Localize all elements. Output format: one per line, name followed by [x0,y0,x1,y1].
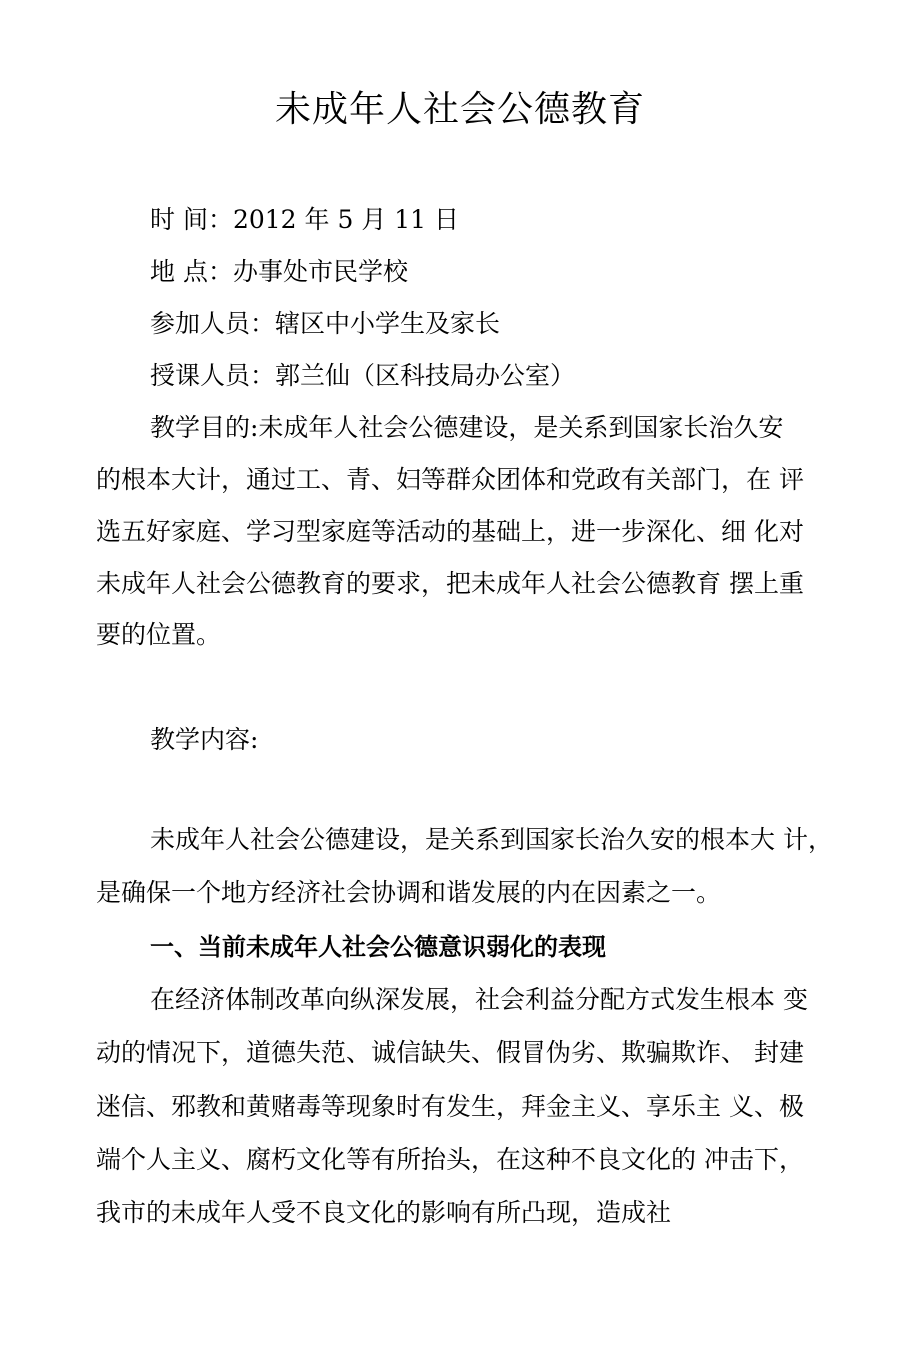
info-time: 时 间：2012 年 5 月 11 日 [150,205,460,234]
document-title: 未成年人社会公德教育 [274,89,645,130]
section-heading: 一、当前未成年人社会公德意识弱化的表现 [150,933,606,961]
body-paragraph-line: 动的情况下，道德失范、诚信缺失、假冒伪劣、欺骗欺诈、 封建 [96,1038,804,1067]
body-paragraph-line: 端个人主义、腐朽文化等有所抬头，在这种不良文化的 冲击下， [96,1145,804,1174]
body-paragraph-line: 迷信、邪教和黄赌毒等现象时有发生，拜金主义、享乐主 义、极 [96,1092,804,1121]
teaching-goal-line: 的根本大计，通过工、青、妇等群众团体和党政有关部门，在 评 [96,465,804,494]
body-paragraph-line: 我市的未成年人受不良文化的影响有所凸现，造成社 [96,1198,672,1227]
info-location: 地 点：办事处市民学校 [150,257,408,286]
teaching-goal-line: 教学目的:未成年人社会公德建设，是关系到国家长治久安 [150,413,784,442]
info-participants: 参加人员：辖区中小学生及家长 [150,309,501,338]
body-paragraph-line: 未成年人社会公德建设，是关系到国家长治久安的根本大 计， [150,825,833,854]
body-paragraph-line: 在经济体制改革向纵深发展，社会利益分配方式发生根本 变 [150,985,808,1014]
teaching-goal-line: 要的位置。 [96,620,222,649]
teaching-content-label: 教学内容: [150,725,259,754]
body-paragraph-line: 是确保一个地方经济社会协调和谐发展的内在因素之一。 [96,878,722,907]
info-lecturer: 授课人员：郭兰仙（区科技局办公室） [150,361,576,390]
teaching-goal-line: 未成年人社会公德教育的要求，把未成年人社会公德教育 摆上重 [96,569,804,598]
teaching-goal-line: 选五好家庭、学习型家庭等活动的基础上，进一步深化、细 化对 [96,517,804,546]
